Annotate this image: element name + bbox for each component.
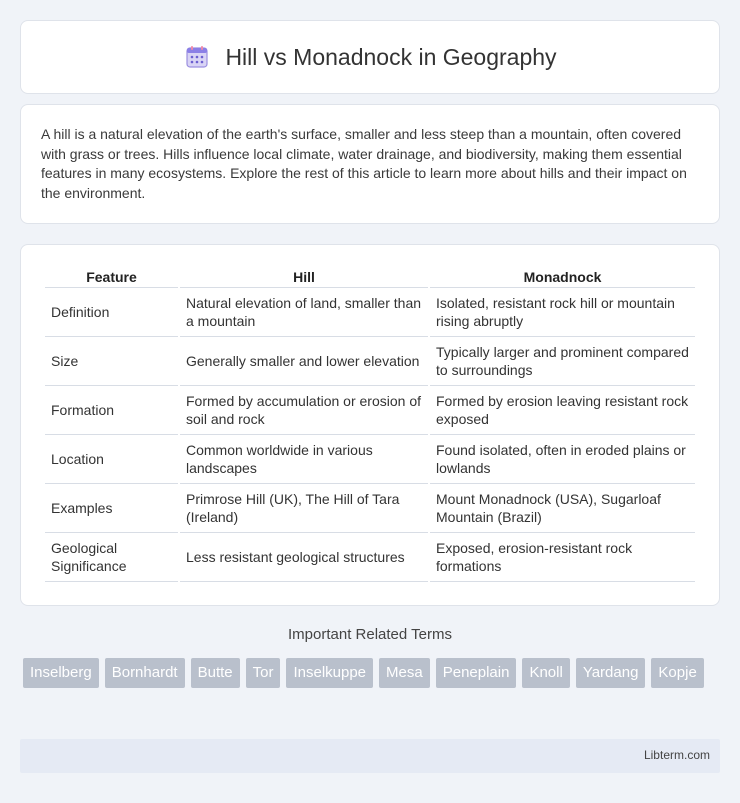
row-feature: Geological Significance (45, 533, 178, 582)
related-term-tag[interactable]: Inselberg (23, 658, 99, 688)
table-row (45, 484, 695, 533)
title-wrap (183, 43, 556, 71)
related-terms-title: Important Related Terms (288, 626, 452, 643)
row-feature: Size (45, 337, 178, 386)
row-feature: Definition (45, 288, 178, 337)
related-term-tag[interactable]: Knoll (522, 658, 569, 688)
related-term-tag[interactable]: Inselkuppe (286, 658, 373, 688)
row-hill: Common worldwide in various landscapes (180, 435, 428, 484)
row-monadnock: Typically larger and prominent compared to surroundings (430, 337, 695, 386)
table-row (45, 435, 695, 484)
related-term-tag[interactable]: Mesa (379, 658, 430, 688)
related-terms-list (23, 658, 713, 688)
row-hill: Generally smaller and lower elevation (180, 337, 428, 386)
related-term-tag[interactable]: Bornhardt (105, 658, 185, 688)
table-header-row (45, 265, 695, 288)
row-monadnock: Formed by erosion leaving resistant rock exposed (430, 386, 695, 435)
table-row (45, 386, 695, 435)
table-card (20, 244, 720, 606)
row-monadnock: Found isolated, often in eroded plains or lowlands (430, 435, 695, 484)
comparison-table (43, 265, 697, 582)
header-feature: Feature (45, 265, 178, 288)
row-hill: Formed by accumulation or erosion of soil and rock (180, 386, 428, 435)
row-feature: Examples (45, 484, 178, 533)
footer (20, 739, 720, 773)
footer-site-link[interactable]: Libterm.com (643, 748, 710, 762)
row-monadnock: Isolated, resistant rock hill or mountain rising abruptly (430, 288, 695, 337)
row-hill: Primrose Hill (UK), The Hill of Tara (Ireland) (180, 484, 428, 533)
table-row (45, 288, 695, 337)
page-title: Hill vs Monadnock in Geography (225, 43, 557, 70)
row-monadnock: Mount Monadnock (USA), Sugarloaf Mountain (Brazil) (430, 484, 695, 533)
table-row (45, 533, 695, 582)
calendar-grid-icon (183, 43, 211, 71)
header-hill: Hill (180, 265, 428, 288)
row-hill: Natural elevation of land, smaller than a mountain (180, 288, 428, 337)
related-term-tag[interactable]: Yardang (576, 658, 646, 688)
related-term-tag[interactable]: Peneplain (436, 658, 517, 688)
header-monadnock: Monadnock (430, 265, 695, 288)
row-feature: Formation (45, 386, 178, 435)
row-monadnock: Exposed, erosion-resistant rock formations (430, 533, 695, 582)
related-term-tag[interactable]: Kopje (651, 658, 703, 688)
row-hill: Less resistant geological structures (180, 533, 428, 582)
related-term-tag[interactable]: Tor (246, 658, 281, 688)
intro-text: A hill is a natural elevation of the earth's surface, smaller and less steep than a mountain, often covered with grass or trees. Hills influence local climate, water drainage, and biodiversity, making them essential features in many ecosystems. Explore the rest of this article to learn more about hills and their impact on the environment. (41, 126, 687, 201)
intro-card (20, 104, 720, 224)
header-card (20, 20, 720, 94)
table-row (45, 337, 695, 386)
row-feature: Location (45, 435, 178, 484)
related-term-tag[interactable]: Butte (191, 658, 240, 688)
